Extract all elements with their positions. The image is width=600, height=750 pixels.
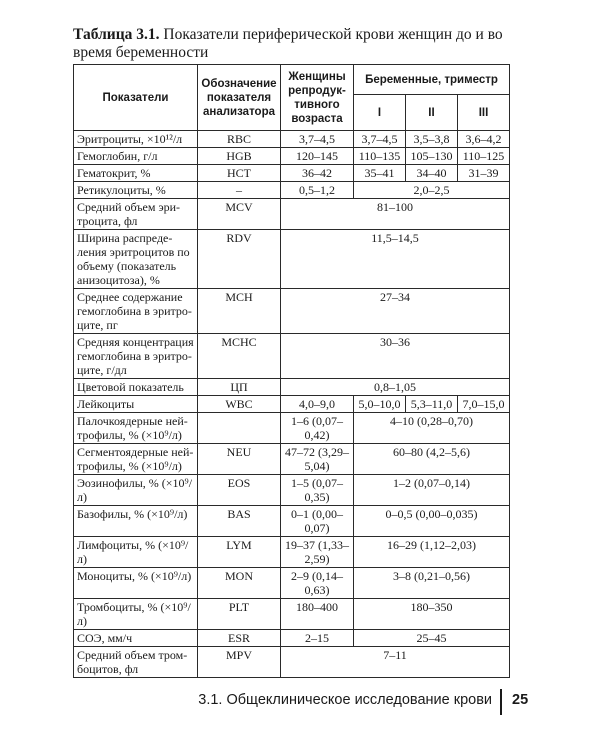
header-indicators: Показатели (74, 65, 198, 131)
row-code: RBC (198, 131, 281, 148)
header-pregnant: Беременные, триместр (354, 65, 510, 95)
header-trimester-1: I (354, 95, 406, 131)
table-row (74, 230, 510, 289)
row-name: Средняя концентрация гемоглобина в эритро-ците, г/дл (74, 334, 198, 379)
row-name: Средний объем эри-троцита, фл (74, 199, 198, 230)
row-value: 1–5 (0,07–0,35) (281, 475, 354, 506)
row-name: Эритроциты, ×10¹²/л (74, 131, 198, 148)
table-row (74, 444, 510, 475)
row-value: 2–9 (0,14–0,63) (281, 568, 354, 599)
footer-divider (500, 689, 502, 715)
row-value: 47–72 (3,29–5,04) (281, 444, 354, 475)
row-value: 1–2 (0,07–0,14) (354, 475, 510, 506)
table-row (74, 379, 510, 396)
table-row (74, 165, 510, 182)
row-value: 60–80 (4,2–5,6) (354, 444, 510, 475)
table-row (74, 199, 510, 230)
row-code: LYM (198, 537, 281, 568)
row-code: HGB (198, 148, 281, 165)
row-name: Лейкоциты (74, 396, 198, 413)
row-name: Гемоглобин, г/л (74, 148, 198, 165)
row-code (198, 413, 281, 444)
row-value: 5,3–11,0 (406, 396, 458, 413)
row-value: 3,6–4,2 (458, 131, 510, 148)
row-code: MPV (198, 647, 281, 678)
header-analyzer: Обозначение показателя анализатора (198, 65, 281, 131)
header-trimester-2: II (406, 95, 458, 131)
row-code: MON (198, 568, 281, 599)
footer-section-title: 3.1. Общеклиническое исследование крови (198, 692, 492, 708)
row-name: Тромбоциты, % (×10⁹/л) (74, 599, 198, 630)
table-row (74, 334, 510, 379)
row-name: Базофилы, % (×10⁹/л) (74, 506, 198, 537)
page-number: 25 (512, 692, 529, 708)
table-row (74, 506, 510, 537)
table-row (74, 568, 510, 599)
row-value: 31–39 (458, 165, 510, 182)
row-name: Моноциты, % (×10⁹/л) (74, 568, 198, 599)
row-name: Палочкоядерные ней-трофилы, % (×10⁹/л) (74, 413, 198, 444)
row-name: Ретикулоциты, % (74, 182, 198, 199)
row-value: 0–1 (0,00–0,07) (281, 506, 354, 537)
blood-indicators-table (73, 64, 510, 678)
row-value: 16–29 (1,12–2,03) (354, 537, 510, 568)
row-code: EOS (198, 475, 281, 506)
table-row (74, 131, 510, 148)
table-caption (73, 26, 543, 62)
row-code: RDV (198, 230, 281, 289)
table-caption-label: Таблица 3.1. (73, 26, 160, 43)
row-value: 34–40 (406, 165, 458, 182)
table-row (74, 599, 510, 630)
row-value: 36–42 (281, 165, 354, 182)
row-value: 11,5–14,5 (281, 230, 510, 289)
row-value: 3,5–3,8 (406, 131, 458, 148)
row-value: 105–130 (406, 148, 458, 165)
page-footer (0, 689, 600, 715)
row-value: 5,0–10,0 (354, 396, 406, 413)
table-row (74, 475, 510, 506)
row-value: 7–11 (281, 647, 510, 678)
table-row (74, 289, 510, 334)
row-name: Среднее содержание гемоглобина в эритро-ците, пг (74, 289, 198, 334)
row-code: BAS (198, 506, 281, 537)
row-value: 180–400 (281, 599, 354, 630)
row-name: Ширина распреде-ления эритроцитов по объему (показатель анизоцитоза), % (74, 230, 198, 289)
row-name: Эозинофилы, % (×10⁹/л) (74, 475, 198, 506)
row-value: 3,7–4,5 (281, 131, 354, 148)
row-code: HCT (198, 165, 281, 182)
row-code: WBC (198, 396, 281, 413)
row-value: 4–10 (0,28–0,70) (354, 413, 510, 444)
header-reproductive: Женщины репродук-тивного возраста (281, 65, 354, 131)
row-name: Лимфоциты, % (×10⁹/л) (74, 537, 198, 568)
row-value: 0,5–1,2 (281, 182, 354, 199)
row-name: СОЭ, мм/ч (74, 630, 198, 647)
row-code: NEU (198, 444, 281, 475)
row-value: 3,7–4,5 (354, 131, 406, 148)
row-value: 27–34 (281, 289, 510, 334)
table-row (74, 647, 510, 678)
table-row (74, 537, 510, 568)
row-value: 81–100 (281, 199, 510, 230)
table-row (74, 148, 510, 165)
row-value: 19–37 (1,33–2,59) (281, 537, 354, 568)
table-caption-text: Показатели периферической крови женщин до и во время беременности (73, 26, 503, 61)
row-value: 110–125 (458, 148, 510, 165)
row-code: PLT (198, 599, 281, 630)
row-value: 0–0,5 (0,00–0,035) (354, 506, 510, 537)
header-trimester-3: III (458, 95, 510, 131)
row-name: Сегментоядерные ней-трофилы, % (×10⁹/л) (74, 444, 198, 475)
row-value: 4,0–9,0 (281, 396, 354, 413)
row-code: ESR (198, 630, 281, 647)
table-row (74, 182, 510, 199)
row-name: Средний объем тром-боцитов, фл (74, 647, 198, 678)
row-value: 110–135 (354, 148, 406, 165)
row-name: Гематокрит, % (74, 165, 198, 182)
row-value: 2,0–2,5 (354, 182, 510, 199)
row-value: 1–6 (0,07–0,42) (281, 413, 354, 444)
row-value: 3–8 (0,21–0,56) (354, 568, 510, 599)
row-value: 180–350 (354, 599, 510, 630)
row-value: 120–145 (281, 148, 354, 165)
row-code: ЦП (198, 379, 281, 396)
table-row (74, 396, 510, 413)
table-header-row (74, 65, 510, 95)
row-value: 30–36 (281, 334, 510, 379)
row-code: – (198, 182, 281, 199)
row-value: 35–41 (354, 165, 406, 182)
table-row (74, 630, 510, 647)
table-row (74, 413, 510, 444)
row-value: 0,8–1,05 (281, 379, 510, 396)
row-value: 2–15 (281, 630, 354, 647)
row-code: MCH (198, 289, 281, 334)
row-code: MCHC (198, 334, 281, 379)
row-value: 7,0–15,0 (458, 396, 510, 413)
row-value: 25–45 (354, 630, 510, 647)
row-code: MCV (198, 199, 281, 230)
row-name: Цветовой показатель (74, 379, 198, 396)
